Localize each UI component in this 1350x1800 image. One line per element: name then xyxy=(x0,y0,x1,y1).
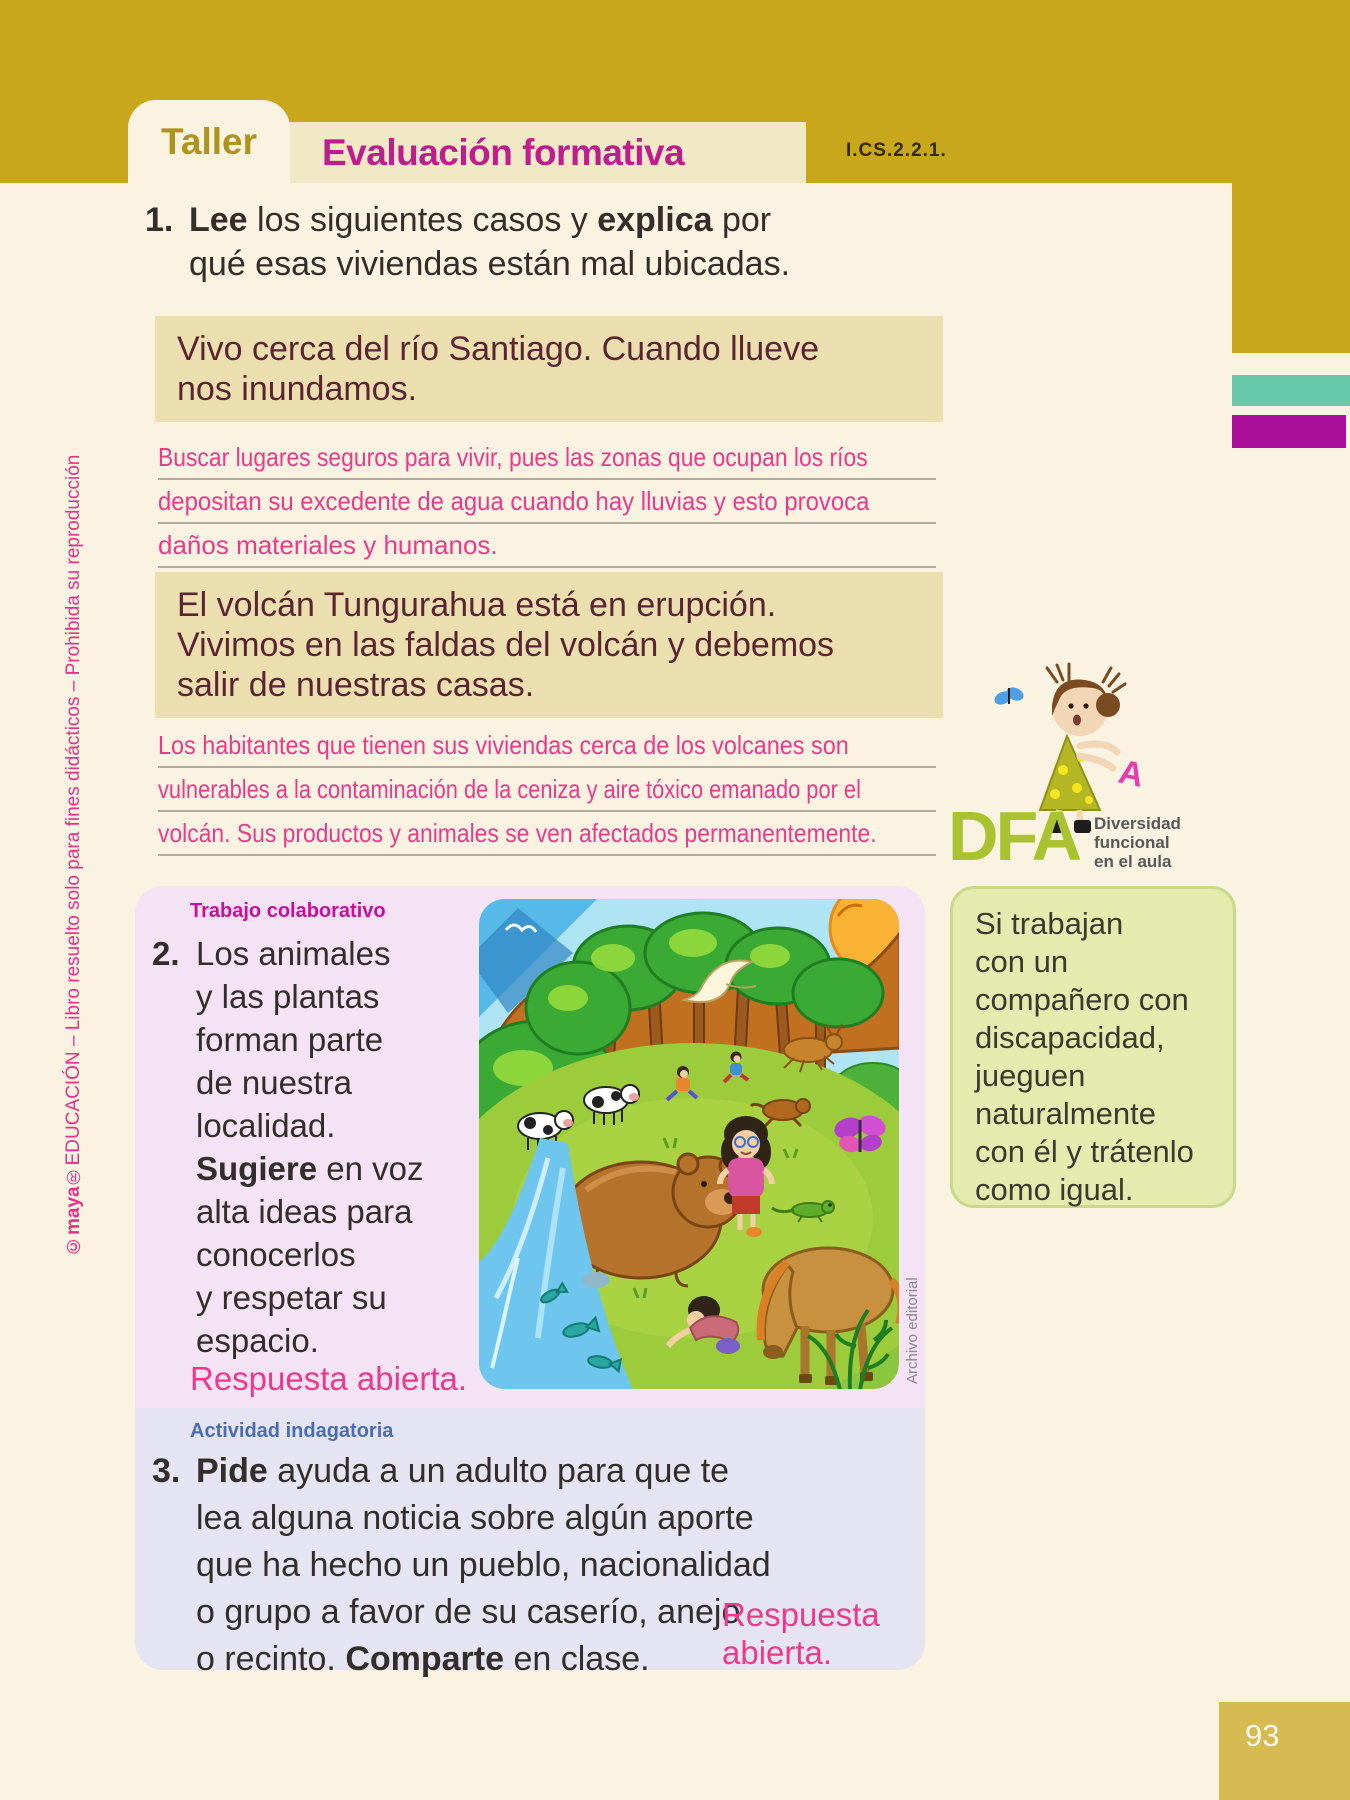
taller-tab-label: Taller xyxy=(161,120,257,162)
butterfly-icon xyxy=(992,685,1025,707)
right-gold-block xyxy=(1232,183,1350,353)
text-line: Pide ayuda a un adulto para que te xyxy=(196,1452,730,1490)
collaborative-work-tag: Trabajo colaborativo xyxy=(190,900,386,922)
copyright-sidebar xyxy=(58,420,90,1290)
scene-illustration xyxy=(478,898,900,1390)
question-3-number: 3. xyxy=(152,1452,181,1490)
question-1 xyxy=(145,198,790,286)
question-2 xyxy=(152,932,423,1362)
copyright-text: ®EDUCACIÓN – Libro resuelto solo para fines didácticos – Prohibida su reproducción xyxy=(63,454,84,1187)
question-2-number: 2. xyxy=(152,935,180,972)
question-2-prompt: Los animales y las plantas forman parte de nuestra localidad. Sugiere en voz alta ideas para conocerlos y respetar su espacio. xyxy=(196,935,424,1359)
answer-1 xyxy=(158,436,936,568)
section-banner xyxy=(288,122,806,183)
answer-line: Buscar lugares seguros para vivir, pues las zonas que ocupan los ríos xyxy=(158,436,936,480)
dfa-logo: DFA xyxy=(948,797,1079,875)
right-magenta-bar xyxy=(1232,415,1346,448)
taller-tab xyxy=(128,100,290,183)
page-number: 93 xyxy=(1245,1718,1280,1753)
case-box-flood xyxy=(155,316,943,422)
dfa-inclusion-note: Si trabajan con un compañero con discapacidad, jueguen naturalmente con él y trátenlo como igual. xyxy=(950,886,1236,1208)
question-2-answer: Respuesta abierta. xyxy=(190,1360,468,1397)
section-banner-label: Evaluación formativa xyxy=(322,131,685,173)
text-line: Lee los siguientes casos y explica por xyxy=(189,201,772,239)
text-line: qué esas viviendas están mal ubicadas. xyxy=(189,245,791,283)
answer-line: Los habitantes que tienen sus viviendas cerca de los volcanes son xyxy=(158,724,936,768)
question-3-prompt xyxy=(196,1448,771,1683)
text-line: o grupo a favor de su caserío, anejo xyxy=(196,1593,741,1631)
answer-2 xyxy=(158,724,936,856)
case-box-volcano xyxy=(155,572,943,718)
curriculum-code: I.CS.2.2.1. xyxy=(846,140,947,161)
answer-line: depositan su excedente de agua cuando hay lluvias y esto provoca xyxy=(158,480,936,524)
page-number-block xyxy=(1219,1702,1350,1800)
answer-line: volcán. Sus productos y animales se ven afectados permanentemente. xyxy=(158,812,936,856)
svg-text:A: A xyxy=(1115,752,1148,795)
text-line: El volcán Tungurahua está en erupción. xyxy=(177,586,777,624)
publisher-brand: ©maya xyxy=(63,1186,84,1256)
text-line: Vivimos en las faldas del volcán y debemos xyxy=(177,626,835,664)
dfa-caption: Diversidad funcional en el aula xyxy=(1094,814,1181,871)
text-line: Vivo cerca del río Santiago. Cuando llueve xyxy=(177,330,819,368)
question-3 xyxy=(152,1448,771,1683)
inquiry-activity-tag: Actividad indagatoria xyxy=(190,1420,394,1442)
text-line: que ha hecho un pueblo, nacionalidad xyxy=(196,1546,771,1584)
right-teal-bar xyxy=(1232,375,1350,406)
answer-line: vulnerables a la contaminación de la ceniza y aire tóxico emanado por el xyxy=(158,768,936,812)
image-credit: Archivo editorial xyxy=(904,1277,921,1384)
answer-line: daños materiales y humanos. xyxy=(158,524,936,568)
question-1-prompt xyxy=(189,198,790,286)
text-line: o recinto. Comparte en clase. xyxy=(196,1640,650,1678)
text-line: lea alguna noticia sobre algún aporte xyxy=(196,1499,754,1537)
question-1-number: 1. xyxy=(145,201,174,239)
text-line: salir de nuestras casas. xyxy=(177,666,535,704)
text-line: nos inundamos. xyxy=(177,370,418,408)
question-3-answer: Respuesta abierta. xyxy=(722,1596,880,1671)
